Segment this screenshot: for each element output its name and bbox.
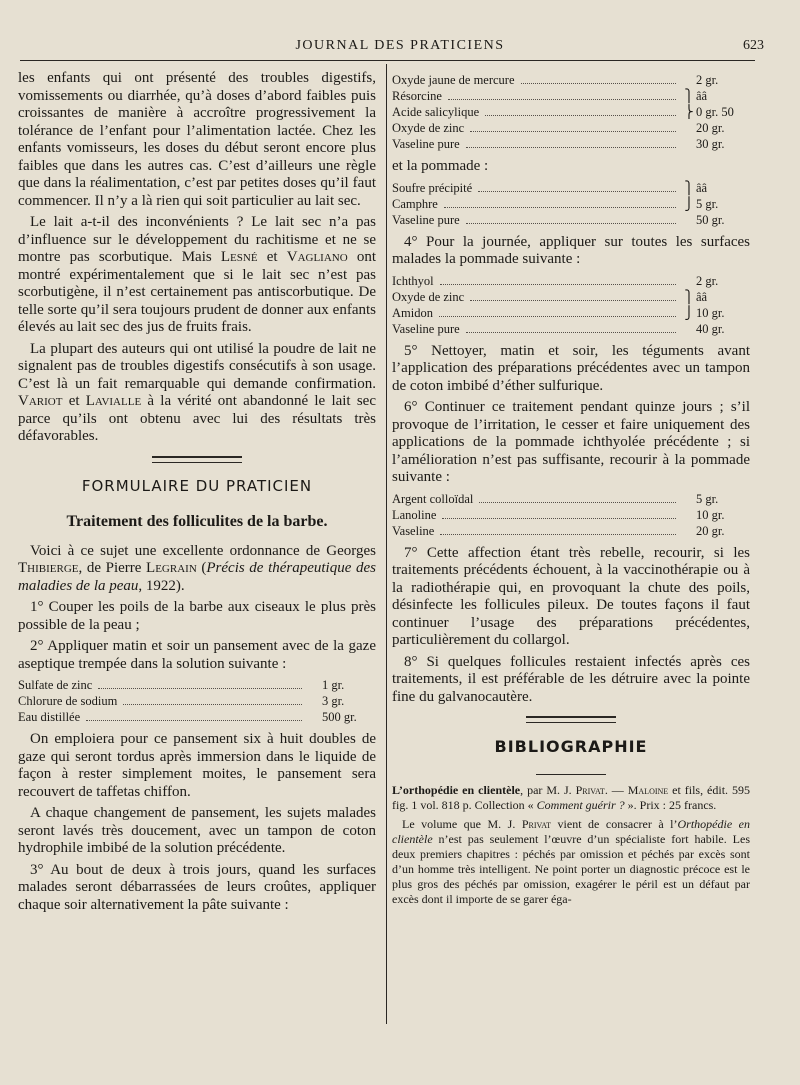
author-name: Legrain [146, 560, 197, 576]
ingredient-quantity: 3 gr. [322, 694, 345, 708]
ingredient-name: Camphre [392, 196, 438, 211]
ingredient-quantity: 40 gr. [696, 321, 725, 336]
paragraph: les enfants qui ont présenté des troubles digestifs, vomissements ou diarrhée, qu’à doses d’abord faibles puis croissantes de manière à accroître progressivement la tolérance de l’enfant pour l’alimentation lactée. Chez les enfants vomisseurs, les doses du début seront encore plus faibles que dans les autres cas. C’est d’ailleurs une règle que dans la réalimentation, c’est par petites doses qu’il faut commencer. Il n’y a là rien qui soit particulier au lait sec. [18, 70, 376, 209]
ingredient-quantity: 500 gr. [322, 710, 357, 724]
ingredient-name: Sulfate de zinc [18, 678, 93, 692]
page-number: 623 [743, 38, 764, 53]
dot-leader [479, 502, 676, 503]
ingredient-name: Ichthyol [392, 273, 434, 288]
title-rule [536, 774, 606, 775]
prescription-row [392, 212, 750, 228]
book-title: L’orthopédie en clientèle [392, 783, 521, 797]
bibliography-entry: L’orthopédie en clientèle, par M. J. Privat. — Maloine et fils, édit. 595 fig. 1 vol. 818 p. Collection « Comment guérir ? ». Prix : 25 francs. [392, 783, 750, 812]
dot-leader [470, 131, 676, 132]
section-separator [526, 716, 616, 723]
prescription-row [18, 677, 376, 693]
author-name: Lavialle [85, 393, 142, 409]
book-title: Précis de thérapeutique des maladies de la peau [18, 560, 376, 594]
author-name: Lesné [220, 249, 258, 265]
prescription-row [392, 180, 750, 196]
ingredient-name: Chlorure de sodium [18, 694, 118, 708]
prescription-row [392, 120, 750, 136]
brace-mark: ⎭ [684, 196, 694, 211]
paragraph: 5° Nettoyer, matin et soir, les téguments avant l’application des préparations précédentes avec un tampon de coton imbibé d’éther sulfurique. [392, 342, 750, 394]
collection-name: Comment guérir ? [536, 798, 625, 812]
prescription-row [392, 491, 750, 507]
publisher-name: Maloine [627, 783, 669, 797]
dot-leader [521, 83, 676, 84]
prescription-row [18, 693, 376, 709]
ingredient-name: Vaseline [392, 523, 435, 538]
ingredient-quantity: 50 gr. [696, 212, 725, 227]
prescription-list [392, 180, 750, 228]
dot-leader [485, 115, 676, 116]
ingredient-name: Vaseline pure [392, 137, 460, 151]
book-title: Orthopédie en clientèle [392, 817, 751, 846]
paragraph: 2° Appliquer matin et soir un pansement avec de la gaze aseptique trempée dans la solution suivante : [18, 638, 376, 672]
paragraph: 7° Cette affection étant très rebelle, recourir, si les traitements précédents échouent, à la vaccinothérapie ou à la radiothérapie qui, en provoquant la chute des poils, désinfecte les follicules pileux. De toutes façons il faut continuer l’usage des préparations précédentes, particulièrement du collargol. [392, 544, 750, 648]
dot-leader [466, 147, 676, 148]
ingredient-quantity: ââ [696, 289, 708, 304]
left-column [18, 70, 376, 918]
journal-title: JOURNAL DES PRATICIENS [295, 38, 505, 53]
prescription-row [392, 305, 750, 321]
dot-leader [442, 518, 676, 519]
prescription-row [18, 709, 376, 725]
section-separator [152, 456, 242, 463]
paragraph: Voici à ce sujet une excellente ordonnance de Georges Thibierge, de Pierre Legrain (Précis de thérapeutique des maladies de la peau, 1922). [18, 542, 376, 594]
prescription-row [392, 289, 750, 305]
ingredient-name: Soufre précipité [392, 180, 473, 195]
section-title: BIBLIOGRAPHIE [494, 737, 648, 756]
dot-leader [86, 720, 302, 721]
dot-leader [444, 207, 676, 208]
ingredient-name: Acide salicylique [392, 105, 480, 119]
prescription-row [392, 321, 750, 337]
ingredient-quantity: 1 gr. [322, 678, 345, 692]
prescription-list [392, 273, 750, 337]
dot-leader [448, 99, 676, 100]
prescription-row [392, 104, 750, 120]
prescription-list [392, 491, 750, 539]
paragraph: A chaque changement de pansement, les sujets malades seront lavés très doucement, avec un tampon de coton hydrophile imbibé de la solution précédente. [18, 805, 376, 856]
ingredient-name: Oxyde de zinc [392, 289, 465, 304]
dot-leader [440, 284, 676, 285]
dot-leader [466, 223, 676, 224]
ingredient-quantity: 5 gr. [696, 491, 719, 506]
brace-mark: ⎭ [684, 305, 694, 320]
ingredient-name: Oxyde jaune de mercure [392, 73, 515, 87]
ingredient-quantity: 5 gr. [696, 196, 719, 211]
dot-leader [123, 704, 302, 705]
right-column [392, 70, 750, 911]
ingredient-name: Vaseline pure [392, 212, 460, 227]
brace-mark: ⎫ [684, 180, 694, 195]
ingredient-quantity: 20 gr. [696, 121, 725, 135]
brace-mark: ⎬ [684, 105, 694, 119]
bibliography-review: Le volume que M. J. Privat vient de consacrer à l’Orthopédie en clientèle n’est pas seulement l’œuvre d’un spécialiste fort habile. Les deux premiers chapitres : péchés par omission et péchés par excès sont d’un homme très intelligent. Ne point porter un diagnostic précoce est le plus gros des péchés par omission, exagérer le péril est un défaut par excès dont il importe de se garer éga- [392, 817, 751, 906]
prescription-row [392, 507, 750, 523]
prescription-row [392, 88, 750, 104]
dot-leader [440, 534, 676, 535]
ingredient-quantity: 2 gr. [696, 273, 719, 288]
ingredient-name: Eau distillée [18, 710, 81, 724]
paragraph: 6° Continuer ce traitement pendant quinze jours ; s’il provoque de l’irritation, le cesser et faire uniquement des applications de la pommade ichthyolée précédente ; si l’amélioration n’est pas suffisante, recourir à la pommade suivante : [392, 399, 750, 485]
ingredient-quantity: 20 gr. [696, 523, 725, 538]
dot-leader [470, 300, 676, 301]
author-name: Privat [575, 783, 605, 797]
ingredient-name: Argent colloïdal [392, 491, 474, 506]
ingredient-quantity: ââ [696, 89, 708, 103]
prescription-row [392, 72, 750, 88]
paragraph: 8° Si quelques follicules restaient infectés après ces traitements, il est préférable de les détruire avec la pointe fine du galvanocautère. [392, 653, 750, 705]
ingredient-name: Vaseline pure [392, 321, 460, 336]
ingredient-quantity: ââ [696, 180, 708, 195]
dot-leader [439, 316, 676, 317]
paragraph: 1° Couper les poils de la barbe aux ciseaux le plus près possible de la peau ; [18, 599, 376, 633]
prescription-row [392, 523, 750, 539]
author-name: Thibierge [18, 560, 79, 576]
section-title: FORMULAIRE DU PRATICIEN [81, 476, 313, 495]
author-name: Variot [18, 393, 63, 409]
prescription-row [392, 136, 750, 152]
ingredient-name: Résorcine [392, 89, 442, 103]
paragraph: Le lait a-t-il des inconvénients ? Le lait sec n’a pas d’influence sur le développement du rachitisme et ne se montre pas scorbutique. Mais Lesné et Vagliano ont montré expérimentalement que si le lait sec n’est pas scorbutigène, il n’est certainement pas antiscorbutique. De telle sorte qu’il sera toujours prudent de donner aux enfants élevés au lait sec des jus de fruits frais. [18, 214, 377, 335]
paragraph: La plupart des auteurs qui ont utilisé la poudre de lait ne signalent pas de troubles digestifs consécutifs à son usage. C’est là un fait remarquable qui demande confirmation. Variot et Lavialle à la vérité ont abandonné le lait sec parce qu’ils ont obtenu avec lui des résultats très défavorables. [18, 340, 376, 444]
column-divider [386, 64, 387, 1024]
paragraph: On emploiera pour ce pansement six à huit doubles de gaze qui seront tordus après immersion dans le liquide de façon à rester simplement moites, le pansement sera recouvert de taffetas chiffon. [18, 731, 376, 800]
prescription-row [392, 196, 750, 212]
author-name: Privat [521, 817, 552, 831]
author-name: Vagliano [286, 249, 348, 265]
paragraph: et la pommade : [392, 158, 489, 174]
prescription-row [392, 273, 750, 289]
dot-leader [478, 191, 676, 192]
ingredient-name: Lanoline [392, 507, 437, 522]
dot-leader [98, 688, 302, 689]
ingredient-quantity: 2 gr. [696, 73, 719, 87]
ingredient-quantity: 30 gr. [696, 137, 725, 151]
brace-mark: ⎫ [684, 89, 694, 103]
prescription-list [392, 72, 750, 152]
ingredient-quantity: 10 gr. [696, 507, 725, 522]
paragraph: 4° Pour la journée, appliquer sur toutes les surfaces malades la pommade suivante : [392, 233, 750, 267]
article-title: Traitement des folliculites de la barbe. [66, 512, 328, 530]
ingredient-name: Amidon [392, 305, 433, 320]
header-rule [20, 60, 755, 61]
dot-leader [466, 332, 676, 333]
ingredient-quantity: 10 gr. [696, 305, 725, 320]
prescription-list [18, 677, 376, 725]
ingredient-name: Oxyde de zinc [392, 121, 465, 135]
ingredient-quantity: 0 gr. 50 [696, 105, 734, 119]
brace-mark: ⎫ [684, 289, 694, 304]
paragraph: 3° Au bout de deux à trois jours, quand les surfaces malades seront débarrassées de leurs croûtes, appliquer chaque soir alternativement la pâte suivante : [18, 861, 376, 913]
page-header [0, 34, 800, 60]
